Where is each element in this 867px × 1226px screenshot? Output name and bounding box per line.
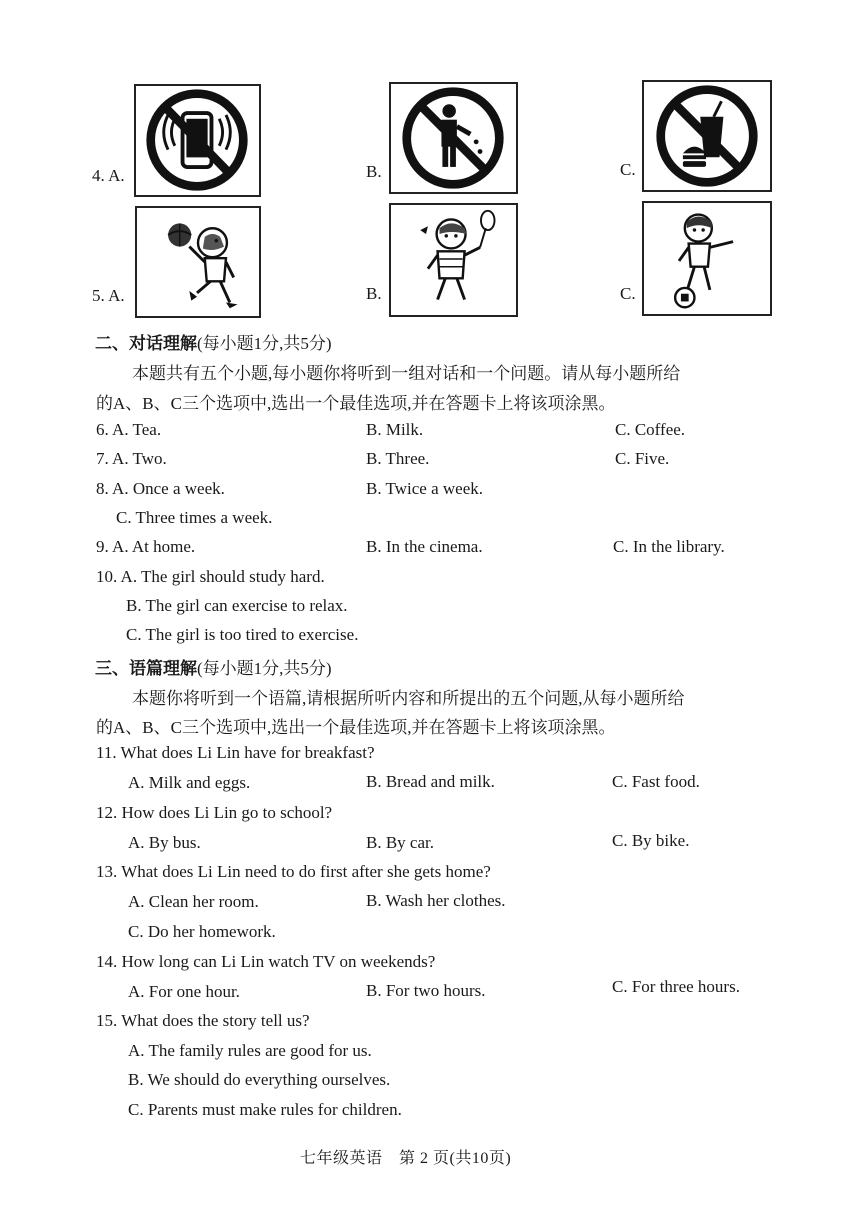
section2-instruction-line2: 的A、B、C三个选项中,选出一个最佳选项,并在答题卡上将该项涂黑。: [96, 394, 616, 413]
q5-label: 5. A.: [92, 286, 125, 305]
q4-option-b-label: B.: [366, 162, 382, 181]
q5-option-c-label: C.: [620, 284, 636, 303]
q7-option-c: C. Five.: [615, 449, 670, 468]
q11-option-a: A. Milk and eggs.: [128, 773, 251, 792]
q7-option-a: 7. A. Two.: [96, 449, 167, 468]
section2-instruction-line1: 本题共有五个小题,每小题你将听到一组对话和一个问题。请从每小题所给: [132, 364, 681, 383]
q14-option-b: B. For two hours.: [366, 981, 486, 1000]
q15-option-a: A. The family rules are good for us.: [128, 1041, 372, 1060]
q15-option-b: B. We should do everything ourselves.: [128, 1070, 391, 1089]
q9-option-b: B. In the cinema.: [366, 537, 483, 556]
q11-option-c: C. Fast food.: [612, 772, 700, 791]
no-littering-icon: [389, 82, 518, 194]
q13-option-b: B. Wash her clothes.: [366, 891, 506, 910]
q12-option-a: A. By bus.: [128, 833, 201, 852]
q14-option-a: A. For one hour.: [128, 982, 240, 1001]
q11-option-b: B. Bread and milk.: [366, 772, 495, 791]
q12-option-c: C. By bike.: [612, 831, 690, 850]
q4-label: 4. A.: [92, 166, 125, 185]
q15-question: 15. What does the story tell us?: [96, 1011, 310, 1030]
q9-option-a: 9. A. At home.: [96, 537, 196, 556]
q6-option-c: C. Coffee.: [615, 420, 686, 439]
q13-option-a: A. Clean her room.: [128, 892, 259, 911]
q12-option-b: B. By car.: [366, 833, 434, 852]
section3-heading: 三、语篇理解(每小题1分,共5分): [95, 659, 332, 678]
boy-soccer-icon: [642, 201, 772, 316]
q8-option-b: B. Twice a week.: [366, 479, 483, 498]
section3-instruction-line2: 的A、B、C三个选项中,选出一个最佳选项,并在答题卡上将该项涂黑。: [96, 718, 616, 737]
q10-option-c: C. The girl is too tired to exercise.: [126, 625, 359, 644]
q4-option-c-label: C.: [620, 160, 636, 179]
q8-option-c: C. Three times a week.: [116, 508, 273, 527]
section2-heading: 二、对话理解(每小题1分,共5分): [95, 334, 332, 353]
page-footer: 七年级英语 第 2 页(共10页): [300, 1150, 512, 1167]
q15-option-c: C. Parents must make rules for children.: [128, 1100, 402, 1119]
q6-option-a: 6. A. Tea.: [96, 420, 162, 439]
boy-badminton-icon: [389, 203, 518, 317]
q10-option-a: 10. A. The girl should study hard.: [96, 567, 325, 586]
q14-question: 14. How long can Li Lin watch TV on weekends?: [96, 952, 436, 971]
q13-option-c: C. Do her homework.: [128, 922, 276, 941]
q12-question: 12. How does Li Lin go to school?: [96, 803, 333, 822]
q14-option-c: C. For three hours.: [612, 977, 740, 996]
q8-option-a: 8. A. Once a week.: [96, 479, 225, 498]
q5-option-b-label: B.: [366, 284, 382, 303]
q13-question: 13. What does Li Lin need to do first after she gets home?: [96, 862, 491, 881]
q10-option-b: B. The girl can exercise to relax.: [126, 596, 348, 615]
q11-question: 11. What does Li Lin have for breakfast?: [96, 743, 375, 762]
no-food-icon: [642, 80, 772, 192]
q6-option-b: B. Milk.: [366, 420, 424, 439]
boy-basketball-icon: [135, 206, 261, 318]
section3-instruction-line1: 本题你将听到一个语篇,请根据所听内容和所提出的五个问题,从每小题所给: [132, 689, 685, 708]
q7-option-b: B. Three.: [366, 449, 430, 468]
no-phone-icon: [134, 84, 261, 197]
q9-option-c: C. In the library.: [613, 537, 725, 556]
